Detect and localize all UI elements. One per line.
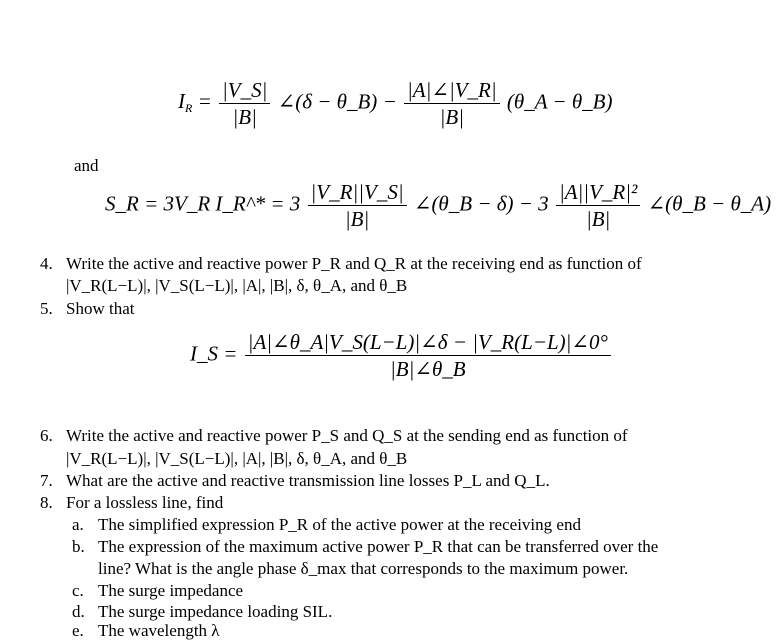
item-6-line1: Write the active and reactive power P_S and Q_S at the sending end as function of [66, 426, 628, 445]
ir-angle1: ∠(δ − θ_B) [277, 89, 378, 114]
equation-is [190, 330, 613, 381]
subitem-a-letter: a. [72, 515, 84, 534]
subitem-a [72, 515, 581, 535]
item-6 [40, 426, 628, 446]
ir-frac1 [219, 78, 270, 129]
subitem-c [72, 581, 243, 601]
subitem-b [72, 537, 658, 557]
subitem-d-line1: The surge impedance loading SIL. [98, 602, 333, 621]
sr-angle1: ∠(θ_B − δ) − 3 [413, 191, 549, 216]
subitem-e-letter: e. [72, 621, 84, 640]
subitem-c-line1: The surge impedance [98, 581, 244, 600]
subitem-e-line1: The wavelength λ [98, 621, 220, 640]
item-8-line1: For a lossless line, find [66, 493, 224, 512]
ir-angle2: (θ_A − θ_B) [506, 89, 613, 114]
sr-frac1-den: |B| [344, 207, 370, 231]
sr-frac2-den: |B| [585, 207, 611, 231]
subitem-d [72, 602, 332, 622]
ir-frac1-num: |V_S| [219, 78, 270, 104]
equation-sr [105, 180, 771, 231]
ir-lhs: $I_R$ = [178, 89, 212, 116]
ir-frac2-den: |B| [439, 105, 464, 129]
subitem-c-letter: c. [72, 581, 84, 600]
item-4-line1: Write the active and reactive power P_R and Q_R at the receiving end as function of [66, 254, 642, 273]
and-word: and [74, 156, 99, 175]
item-4-number: 4. [40, 254, 53, 273]
item-5-line1: Show that [66, 299, 135, 318]
item-8-number: 8. [40, 493, 53, 512]
equation-ir [178, 78, 612, 129]
ir-minus: − [382, 89, 397, 114]
sr-frac2-num: |A||V_R|² [556, 180, 640, 206]
is-lhs: I_S = [190, 341, 238, 366]
sr-frac1 [308, 180, 407, 231]
subitem-b-letter: b. [72, 537, 85, 556]
ir-frac2-num: |A|∠|V_R| [404, 78, 500, 104]
sr-frac1-num: |V_R||V_S| [308, 180, 407, 206]
subitem-d-letter: d. [72, 602, 85, 621]
item-7 [40, 471, 550, 491]
item-5-number: 5. [40, 299, 53, 318]
item-6-line2: |V_R(L−L)|, |V_S(L−L)|, |A|, |B|, δ, θ_A, and θ_B [66, 449, 408, 468]
item-7-line1: What are the active and reactive transmission line losses P_L and Q_L. [66, 471, 550, 490]
is-num: |A|∠θ_A|V_S(L−L)|∠δ − |V_R(L−L)|∠0° [245, 330, 611, 356]
sr-frac2 [556, 180, 640, 231]
subitem-b-line2: line? What is the angle phase δ_max that corresponds to the maximum power. [98, 559, 629, 578]
item-8 [40, 493, 223, 513]
is-den: |B|∠θ_B [389, 357, 466, 381]
subitem-e [72, 621, 220, 641]
is-frac [245, 330, 611, 381]
item-4-line2: |V_R(L−L)|, |V_S(L−L)|, |A|, |B|, δ, θ_A, and θ_B [66, 276, 408, 295]
item-5 [40, 299, 134, 319]
item-6-number: 6. [40, 426, 53, 445]
ir-frac2 [404, 78, 500, 129]
subitem-a-line1: The simplified expression P_R of the active power at the receiving end [98, 515, 581, 534]
item-7-number: 7. [40, 471, 53, 490]
subitem-b-line1: The expression of the maximum active power P_R that can be transferred over the [98, 537, 659, 556]
ir-frac1-den: |B| [232, 105, 257, 129]
item-4 [40, 254, 642, 274]
sr-angle2: ∠(θ_B − θ_A) [647, 191, 772, 216]
sr-lhs: S_R = 3V_R I_R^* = 3 [105, 191, 301, 216]
